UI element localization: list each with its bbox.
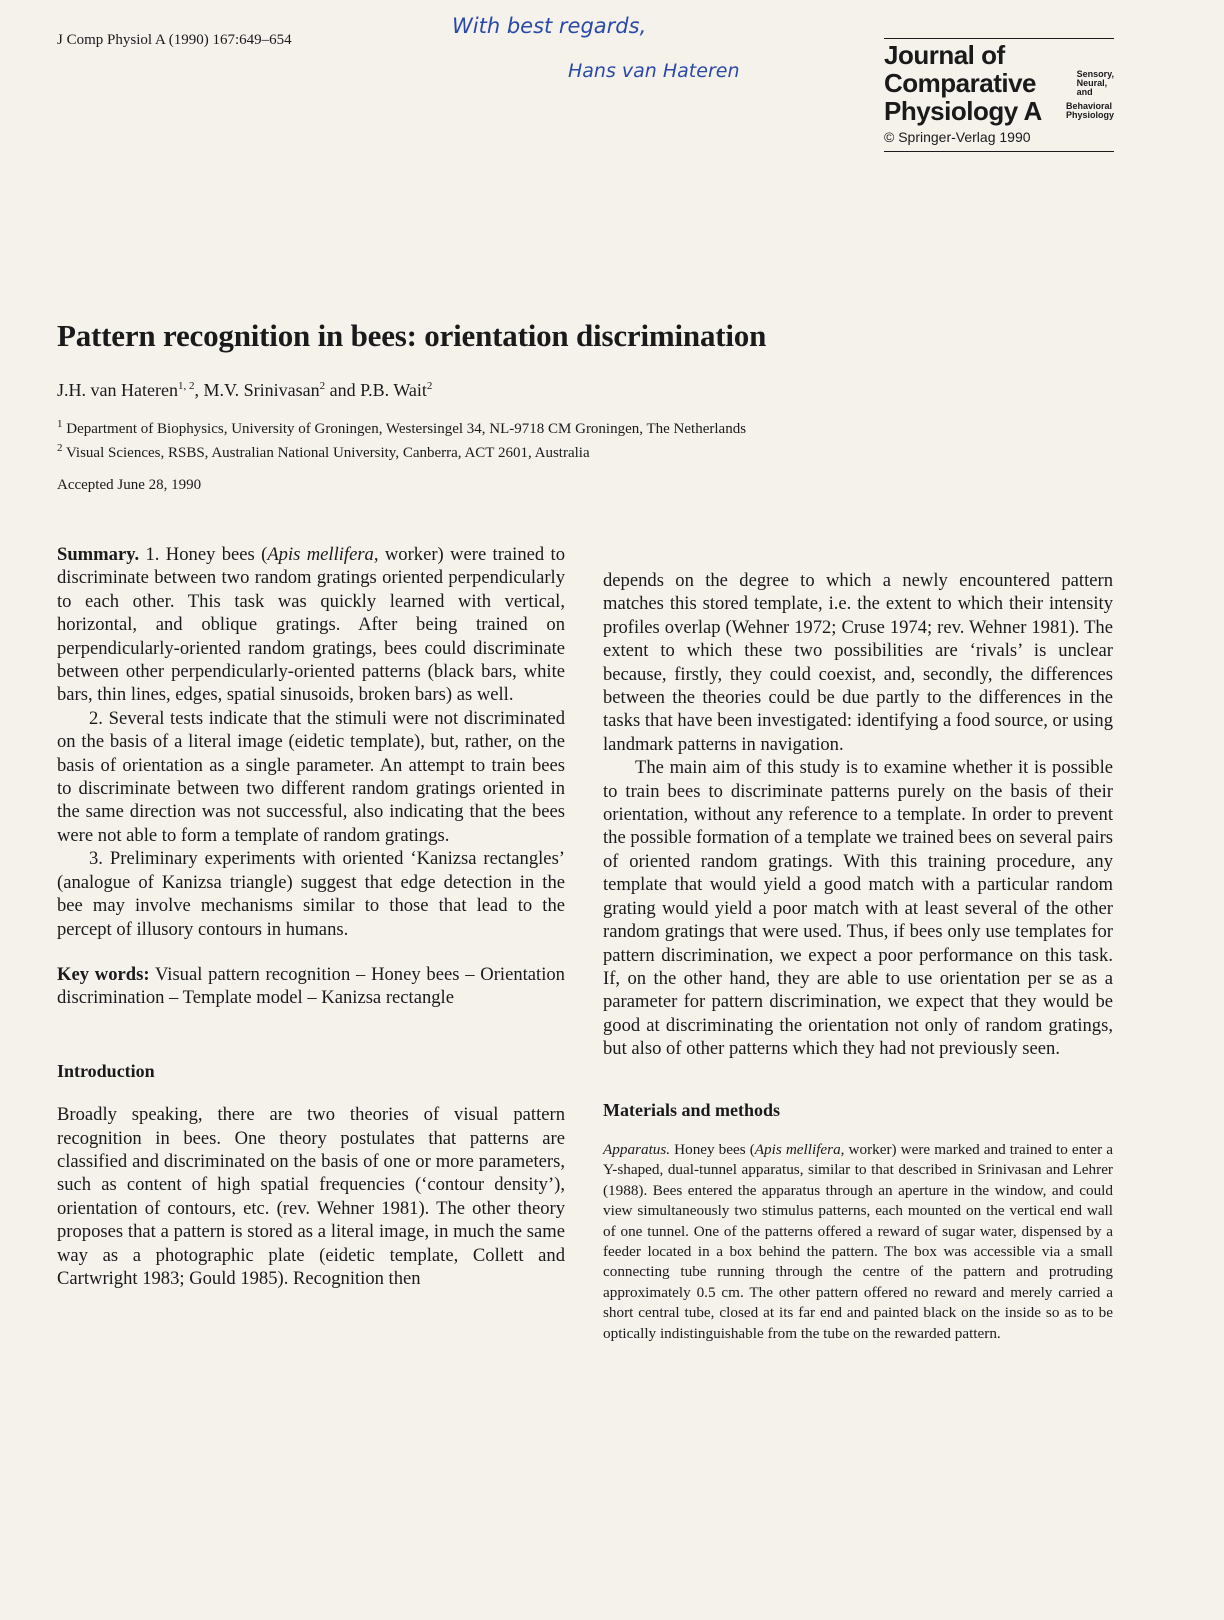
journal-subtitle-bottom [1066, 102, 1114, 120]
journal-name-line3: Physiology A [884, 96, 1042, 126]
affiliation-number: 2 [57, 442, 63, 454]
author-name: , M.V. Srinivasan [194, 380, 320, 400]
author-name: and P.B. Wait [325, 380, 427, 400]
publisher-copyright: © Springer-Verlag 1990 [884, 129, 1031, 145]
author-affil-sup: 2 [319, 380, 326, 392]
apparatus-text: , worker) were marked and trained to enter a Y-shaped, dual-tunnel apparatus, similar to that described in Srinivasan and Lehrer (1988). Bees entered the apparatus through an aperture in the window, and could view simultaneously two stimulus patterns, each mounted on the vertical end wall of one tunnel. One of the patterns offered a reward of sugar water, dispensed by a feeder located in a box behind the pattern. The box was accessible via a small connecting tube running through the centre of the pattern and protruding approximately 0.5 cm. The other pattern offered no reward and merely carried a short central tube, closed at its far end and painted black on the inside so as to be optically indistinguishable from the tube on the rewarded pattern. [603, 1140, 1113, 1342]
journal-subtitle-top [1077, 70, 1114, 97]
species-name: Apis mellifera [267, 544, 374, 565]
journal-citation: J Comp Physiol A (1990) 167:649–654 [57, 32, 292, 48]
apparatus-label: Apparatus. [603, 1140, 671, 1158]
keywords-label: Key words: [57, 963, 150, 985]
methods-heading: Materials and methods [603, 1099, 780, 1120]
right-column [603, 569, 1113, 1344]
journal-subtitle-3: and [1076, 86, 1093, 97]
affiliation-number: 1 [57, 418, 63, 430]
journal-name-line2: Comparative [884, 68, 1036, 98]
journal-subtitle-4: Behavioral [1065, 101, 1113, 111]
article-title: Pattern recognition in bees: orientation discrimination [57, 318, 767, 353]
apparatus-text: Honey bees ( [670, 1140, 755, 1158]
affiliation-2 [57, 439, 746, 463]
introduction-heading: Introduction [57, 1060, 155, 1081]
accepted-date: Accepted June 28, 1990 [57, 477, 202, 493]
species-name: Apis mellifera [754, 1140, 841, 1158]
study-aim-paragraph: The main aim of this study is to examine whether it is possible to train bees to discriminate patterns purely on the basis of their orientation, without any reference to a template. In order to prevent the possible formation of a template we trained bees on several pairs of oriented random gratings. With this training procedure, any template that would yield a good match with a particular random grating would yield a poor match with at least several of the other random gratings that were used. Thus, if bees only use templates for pattern discrimination, we expect a poor performance on this task. If, on the other hand, they are able to use orientation per se as a parameter for pattern discrimination, we expect that they would be good at discriminating the orientation not only of random gratings, but also of other patterns which they had not previously seen. [603, 757, 1113, 1060]
intro-continued-paragraph: depends on the degree to which a newly encountered pattern matches this stored template, i.e. the extent to which their intensity profiles overlap (Wehner 1972; Cruse 1974; rev. Wehner 1981). The extent to which these two possibilities are ‘rivals’ is unclear because, firstly, they could coexist, and, secondly, the differences between the theories could be due partly to the differences in the tasks that have been investigated: identifying a food source, or using landmark patterns in navigation. [603, 570, 1113, 755]
journal-subtitle-5: Physiology [1065, 110, 1114, 120]
affiliation-text: Department of Biophysics, University of Groningen, Westersingel 34, NL-9718 CM Groningen, The Netherlands [66, 421, 747, 437]
summary-text: , worker) were trained to discriminate between two random gratings oriented perpendicularly to each other. This task was quickly learned with vertical, horizontal, and oblique gratings. After being trained on perpendicularly-oriented random gratings, bees could discriminate between other perpendicularly-oriented patterns (black bars, white bars, thin lines, edges, spatial sinusoids, broken bars) as well. [57, 544, 565, 706]
apparatus-paragraph [603, 1140, 1113, 1344]
journal-subtitle-2: Neural, [1076, 77, 1108, 88]
summary-label: Summary. [57, 544, 140, 565]
author-affil-sup: 1, 2 [177, 380, 195, 392]
author-affil-sup: 2 [426, 380, 433, 392]
summary-text: 1. Honey bees ( [139, 544, 268, 565]
keywords [57, 963, 565, 1010]
left-column [57, 543, 565, 1290]
summary-paragraph-3: 3. Preliminary experiments with oriented ‘Kanizsa rectangles’ (analogue of Kanizsa triangle) suggest that edge detection in the bee may involve mechanisms similar to those that lead to the percept of illusory contours in humans. [57, 848, 565, 940]
affiliation-text: Visual Sciences, RSBS, Australian National University, Canberra, ACT 2601, Australia [65, 445, 590, 461]
journal-masthead [884, 38, 1114, 152]
handwritten-dedication: With best regards, [452, 14, 647, 38]
affiliations [57, 415, 746, 463]
journal-subtitle-1: Sensory, [1076, 68, 1114, 79]
journal-name-line1: Journal of [884, 40, 1005, 70]
summary-paragraph-1 [57, 543, 565, 707]
summary-paragraph-2: 2. Several tests indicate that the stimuli were not discriminated on the basis of a literal image (eidetic template), but, rather, on the basis of orientation as a single parameter. An attempt to train bees to discriminate between two different random gratings oriented in the same direction was not successful, also indicating that the bees were not able to form a template of random gratings. [57, 707, 565, 846]
affiliation-1 [57, 415, 746, 439]
keywords-text: Visual pattern recognition – Honey bees – Orientation discrimination – Template model – Kanizsa rectangle [57, 963, 565, 1009]
handwritten-signature: Hans van Hateren [568, 60, 740, 82]
introduction-paragraph: Broadly speaking, there are two theories of visual pattern recognition in bees. One theory postulates that patterns are classified and discriminated on the basis of one or more parameters, such as content of high spatial frequencies (‘contour density’), orientation of contours, etc. (rev. Wehner 1981). The other theory proposes that a pattern is stored as a literal image, in much the same way as a photographic plate (eidetic template, Collett and Cartwright 1983; Gould 1985). Recognition then [57, 1104, 565, 1289]
author-name: J.H. van Hateren [57, 380, 178, 400]
author-list [57, 380, 432, 401]
